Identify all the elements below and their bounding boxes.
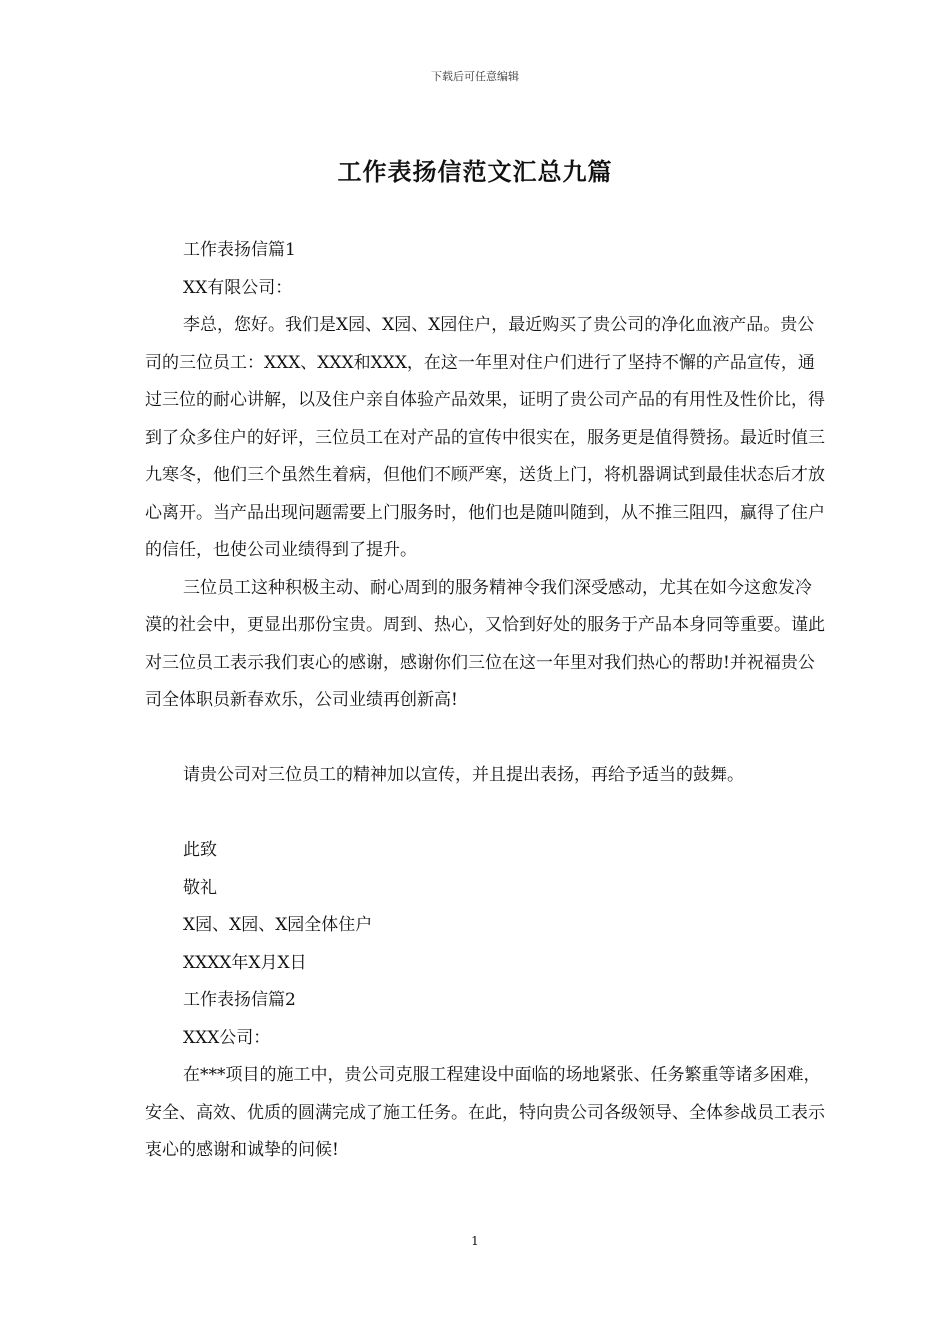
spacer: [145, 720, 825, 758]
paragraph-4: 在***项目的施工中，贵公司克服工程建设中面临的场地紧张、任务繁重等诸多困难，安全、高效、优质的圆满完成了施工任务。在此，特向贵公司各级领导、全体参战员工表示衷心的感谢和诚挚的问候!: [145, 1065, 825, 1160]
section-heading-2: 工作表扬信篇2: [183, 990, 296, 1010]
document-body: [145, 232, 825, 1170]
header-note: 下载后可任意编辑: [431, 70, 519, 83]
date-line: XXXX年X月X日: [183, 952, 307, 973]
salutation-2: XXX公司：: [183, 1027, 271, 1048]
spacer: [145, 795, 825, 833]
closing-line: 此致: [183, 840, 217, 860]
paragraph-2: 三位员工这种积极主动、耐心周到的服务精神令我们深受感动，尤其在如今这愈发冷漠的社会中，更显出那份宝贵。周到、热心，又恰到好处的服务于产品本身同等重要。谨此对三位员工表示我们衷心的感谢，感谢你们三位在这一年里对我们热心的帮助!并祝福贵公司全体职员新春欢乐，公司业绩再创新高!: [145, 577, 825, 710]
document-title: 工作表扬信范文汇总九篇: [337, 157, 613, 186]
paragraph-1: 李总，您好。我们是X园、X园、X园住户，最近购买了贵公司的净化血液产品。贵公司的三位员工：XXX、XXX和XXX，在这一年里对住户们进行了坚持不懈的产品宣传，通过三位的耐心讲解，以及住户亲自体验产品效果，证明了贵公司产品的有用性及性价比，得到了众多住户的好评，三位员工在对产品的宣传中很实在，服务更是值得赞扬。最近时值三九寒冬，他们三个虽然生着病，但他们不顾严寒，送货上门，将机器调试到最佳状态后才放心离开。当产品出现问题需要上门服务时，他们也是随叫随到，从不推三阻四，赢得了住户的信任，也使公司业绩得到了提升。: [145, 315, 825, 560]
paragraph-3: 请贵公司对三位员工的精神加以宣传，并且提出表扬，再给予适当的鼓舞。: [183, 765, 744, 785]
salutation-1: XX有限公司：: [183, 277, 293, 298]
signature: X园、X园、X园全体住户: [183, 915, 373, 935]
closing-regards: 敬礼: [183, 877, 217, 898]
section-heading-1: 工作表扬信篇1: [183, 240, 296, 260]
page-number: 1: [471, 1234, 479, 1248]
